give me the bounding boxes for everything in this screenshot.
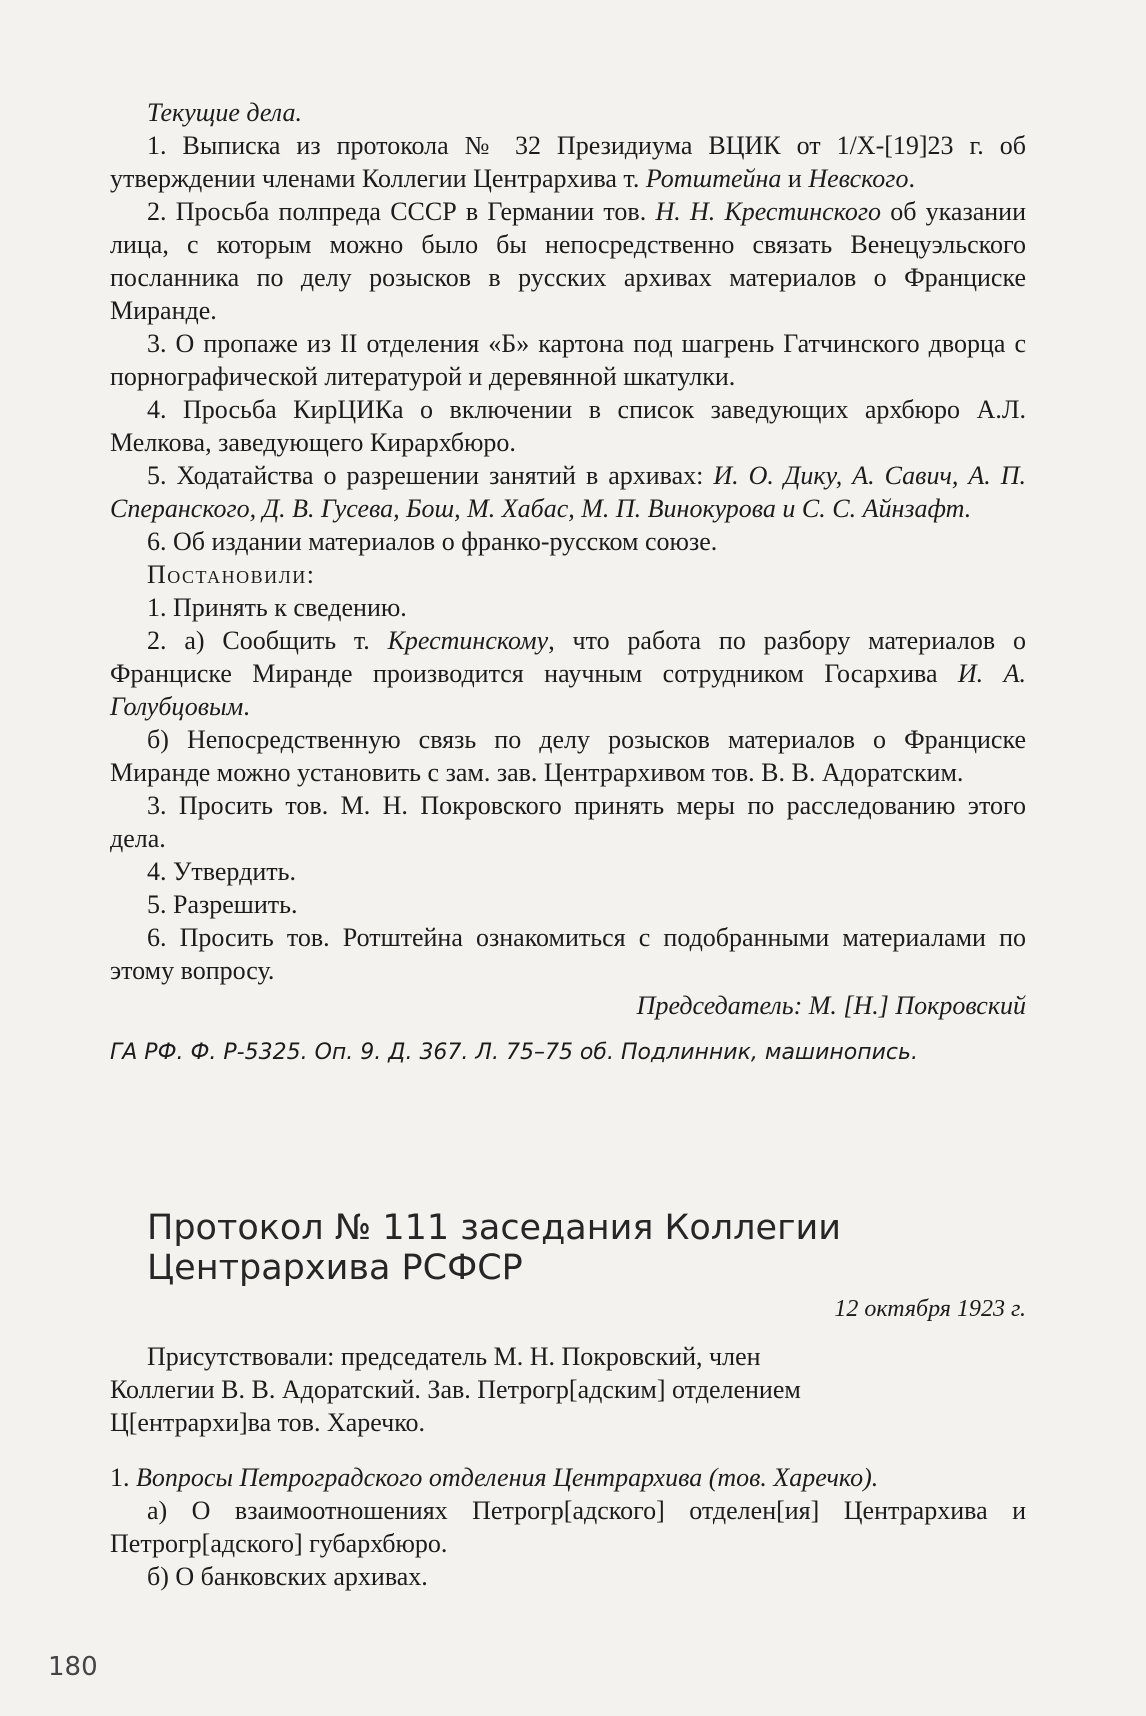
question-1a: а) О взаимоотношениях Петрогр[адского] отделен[ия] Центрархива и Петрогр[адского] губархбюро. <box>110 1496 1026 1558</box>
person-name: Ротштейна <box>645 164 782 193</box>
resolution-4: 4. Утвердить. <box>147 857 296 886</box>
section-heading: Текущие дела. <box>147 98 302 127</box>
question-1b: б) О банковских архивах. <box>147 1562 428 1591</box>
page-number: 180 <box>48 1652 98 1682</box>
protocol-111-body <box>110 1340 1026 1593</box>
archival-source: ГА РФ. Ф. Р-5325. Оп. 9. Д. 367. Л. 75–75 об. Подлинник, машинопись. <box>110 1040 918 1065</box>
agenda-item-1: 1. Выписка из протокола № 32 Президиума ВЦИК от 1/Х-[19]23 г. об утверждении членами Коллегии Центрархива т. Ротштейна и Невского. <box>110 131 1026 193</box>
person-name: Крестинскому <box>387 626 549 655</box>
resolution-5: 5. Разрешить. <box>147 890 298 919</box>
agenda-item-6: 6. Об издании материалов о франко-русском союзе. <box>147 527 718 556</box>
person-name: Невского <box>808 164 909 193</box>
person-name: Н. Н. Крестинского <box>655 197 881 226</box>
question-1: 1. Вопросы Петроградского отделения Центрархива (тов. Харечко). <box>110 1463 879 1492</box>
protocol-111-title: Протокол № 111 заседания Коллегии Центрархива РСФСР <box>147 1208 841 1288</box>
agenda-item-5: 5. Ходатайства о разрешении занятий в архивах: И. О. Дику, А. Савич, А. П. Сперанского, Д. В. Гусева, Бош, М. Хабас, М. П. Винокурова и С. С. Айнзафт. <box>110 461 1026 523</box>
person-names: И. О. Дику, А. Савич, А. П. Сперанского, Д. В. Гусева, Бош, М. Хабас, М. П. Винокурова и С. С. Айнзафт. <box>110 461 1026 523</box>
resolution-3: 3. Просить тов. М. Н. Покровского принять меры по расследованию этого дела. <box>110 791 1026 853</box>
person-name: И. А. Голубцовым <box>110 659 1026 721</box>
protocol-date: 12 октября 1923 г. <box>834 1296 1026 1322</box>
chairman-signature: Председатель: М. [Н.] Покровский <box>636 991 1026 1020</box>
agenda-item-3: 3. О пропаже из II отделения «Б» картона под шагрень Гатчинского дворца с порнографической литературой и деревянной шкатулки. <box>110 329 1026 391</box>
protocol-110-continuation <box>110 96 1026 1068</box>
resolution-6: 6. Просить тов. Ротштейна ознакомиться с подобранными материалами по этому вопросу. <box>110 923 1026 985</box>
agenda-item-2: 2. Просьба полпреда СССР в Германии тов. Н. Н. Крестинского об указании лица, с которым можно было бы непосредственно связать Венецуэльского посланника по делу розысков в русских архивах материалов о Франциске Миранде. <box>110 197 1027 325</box>
attendance: Присутствовали: председатель М. Н. Покровский, член Коллегии В. В. Адоратский. Зав. Петрогр[адским] отделением Ц[ентрархи]ва тов. Харечко. <box>110 1342 801 1437</box>
resolution-2b: б) Непосредственную связь по делу розысков материалов о Франциске Миранде можно установить с зам. зав. Центрархивом тов. В. В. Адоратским. <box>110 725 1026 787</box>
resolved-label: Постановили: <box>147 560 316 589</box>
resolution-1: 1. Принять к сведению. <box>147 593 407 622</box>
resolution-2a: 2. а) Сообщить т. Крестинскому, что работа по разбору материалов о Франциске Миранде производится научным сотрудником Госархива И. А. Голубцовым. <box>110 626 1026 721</box>
agenda-item-4: 4. Просьба КирЦИКа о включении в список заведующих архбюро А.Л. Мелкова, заведующего Кирархбюро. <box>110 395 1026 457</box>
